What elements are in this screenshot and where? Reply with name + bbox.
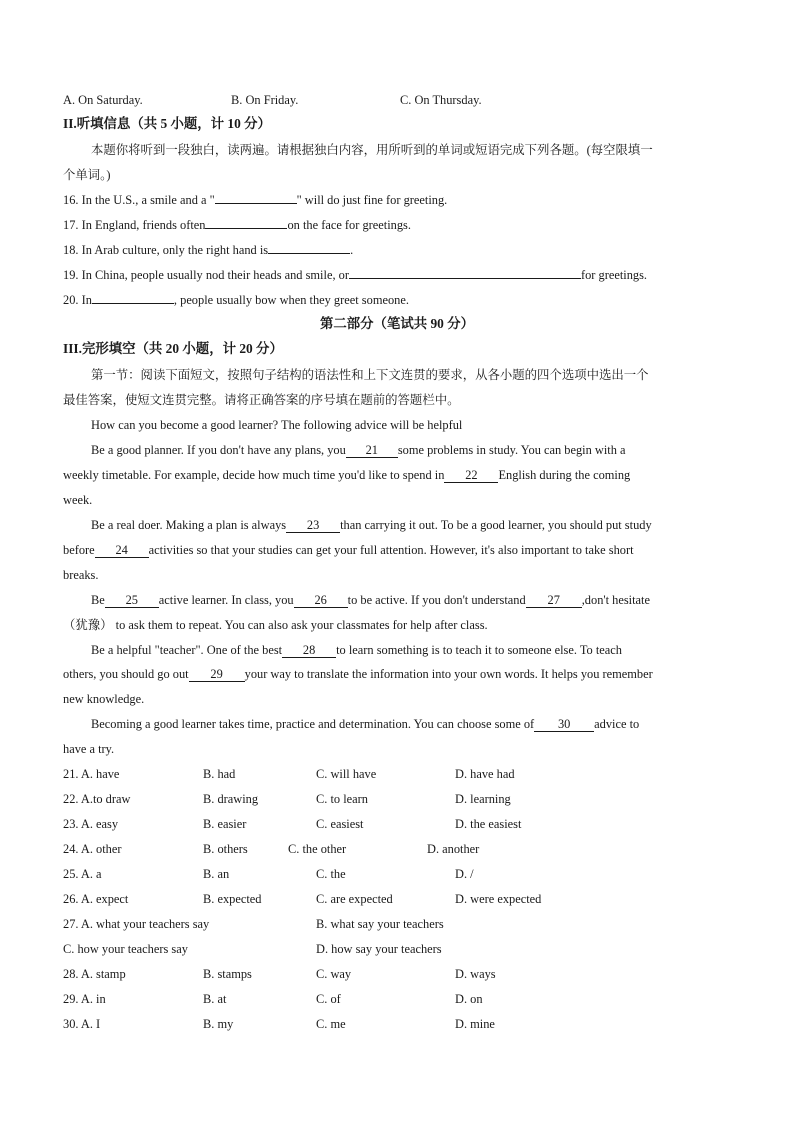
q16-text-pre: 16. In the U.S., a smile and a " (63, 193, 215, 207)
q21-option-b[interactable]: B. had (203, 767, 236, 781)
q26-option-b[interactable]: B. expected (203, 892, 262, 906)
q22-option-c[interactable]: C. to learn (316, 792, 368, 806)
q24-option-c[interactable]: C. the other (288, 842, 347, 856)
fill-question-20 (63, 292, 409, 308)
q24-option-b[interactable]: B. others (203, 842, 248, 856)
section2-title: II.听填信息（共 5 小题，计 10 分） (63, 116, 271, 131)
cloze-blank-23[interactable]: 23 (286, 519, 340, 533)
q24-option-a[interactable]: 24. A. other (63, 842, 122, 856)
cloze-blank-27[interactable]: 27 (526, 594, 582, 608)
passage-text: weekly timetable. For example, decide how much time you'd like to spend in (63, 468, 445, 482)
passage-line (91, 442, 626, 458)
q28-option-d[interactable]: D. ways (455, 967, 496, 981)
answer-blank-20[interactable] (92, 303, 174, 304)
q15-option-b: B. On Friday. (231, 93, 299, 107)
q15-option-c: C. On Thursday. (400, 93, 482, 107)
passage-text: than carrying it out. To be a good learner, you should put study (340, 518, 652, 532)
q24-option-d[interactable]: D. another (427, 842, 480, 856)
q21-option-d[interactable]: D. have had (455, 767, 515, 781)
section3-title: III.完形填空（共 20 小题，计 20 分） (63, 341, 283, 356)
passage-line (91, 517, 652, 533)
passage-line (63, 467, 630, 483)
passage-text: Be a helpful "teacher". One of the best (91, 643, 283, 657)
passage-text: to be active. If you don't understand (347, 593, 526, 607)
q26-option-d[interactable]: D. were expected (455, 892, 542, 906)
passage-text: English during the coming (498, 468, 631, 482)
passage-text: activities so that your studies can get your full attention. However, it's also important to take short (148, 543, 634, 557)
q30-option-b[interactable]: B. my (203, 1017, 234, 1031)
passage-text: some problems in study. You can begin with a (397, 443, 626, 457)
q19-text-post: for greetings. (580, 268, 648, 282)
q25-option-a[interactable]: 25. A. a (63, 867, 102, 881)
q27-option-b[interactable]: B. what say your teachers (316, 917, 444, 931)
answer-blank-18[interactable] (268, 253, 350, 254)
q15-option-a: A. On Saturday. (63, 93, 143, 107)
fill-question-17 (63, 217, 411, 233)
passage-line (91, 592, 650, 608)
q25-option-d[interactable]: D. / (455, 867, 474, 881)
passage-line: （犹豫） to ask them to repeat. You can also ask your classmates for help after class. (63, 618, 488, 632)
q30-option-d[interactable]: D. mine (455, 1017, 495, 1031)
q20-text-pre: 20. In (63, 293, 92, 307)
q29-option-c[interactable]: C. of (316, 992, 341, 1006)
passage-line (63, 542, 634, 558)
cloze-blank-26[interactable]: 26 (294, 594, 348, 608)
passage-line: week. (63, 493, 93, 507)
cloze-blank-28[interactable]: 28 (282, 644, 336, 658)
q27-option-a[interactable]: 27. A. what your teachers say (63, 917, 210, 931)
q22-option-a[interactable]: 22. A.to draw (63, 792, 131, 806)
q18-text-pre: 18. In Arab culture, only the right hand is (63, 243, 269, 257)
cloze-blank-25[interactable]: 25 (105, 594, 159, 608)
q16-text-post: " will do just fine for greeting. (296, 193, 448, 207)
passage-line (63, 666, 653, 682)
part2-title: 第二部分（笔试共 90 分） (320, 316, 474, 331)
passage-text: Be (91, 593, 105, 607)
q19-text-pre: 19. In China, people usually nod their heads and smile, or (63, 268, 349, 282)
q26-option-a[interactable]: 26. A. expect (63, 892, 129, 906)
section2-instructions-line1: 本题你将听到一段独白，读两遍。请根据独白内容，用所听到的单词或短语完成下列各题。(每空限填一 (91, 143, 653, 157)
q25-option-c[interactable]: C. the (316, 867, 346, 881)
q29-option-a[interactable]: 29. A. in (63, 992, 106, 1006)
fill-question-18 (63, 242, 353, 258)
passage-text: to learn something is to teach it to someone else. To teach (336, 643, 622, 657)
section2-instructions-line2: 个单词。) (63, 168, 111, 182)
passage-text: before (63, 543, 95, 557)
passage-line (91, 716, 639, 732)
section3-instructions-line1: 第一节：阅读下面短文，按照句子结构的语法性和上下文连贯的要求，从各小题的四个选项中选出一个 (91, 368, 649, 382)
passage-text: Be a real doer. Making a plan is always (91, 518, 287, 532)
q30-option-c[interactable]: C. me (316, 1017, 346, 1031)
q18-text-post: . (350, 243, 354, 257)
q21-option-c[interactable]: C. will have (316, 767, 377, 781)
passage-text: advice to (594, 717, 640, 731)
cloze-blank-21[interactable]: 21 (346, 444, 398, 458)
q30-option-a[interactable]: 30. A. I (63, 1017, 101, 1031)
q28-option-c[interactable]: C. way (316, 967, 352, 981)
passage-line: breaks. (63, 568, 99, 582)
q25-option-b[interactable]: B. an (203, 867, 230, 881)
q22-option-d[interactable]: D. learning (455, 792, 511, 806)
passage-text: active learner. In class, you (158, 593, 294, 607)
passage-text: others, you should go out (63, 667, 189, 681)
cloze-blank-29[interactable]: 29 (189, 668, 245, 682)
passage-title: How can you become a good learner? The following advice will be helpful (91, 418, 463, 432)
q23-option-a[interactable]: 23. A. easy (63, 817, 119, 831)
q21-option-a[interactable]: 21. A. have (63, 767, 120, 781)
cloze-blank-22[interactable]: 22 (444, 469, 498, 483)
cloze-blank-30[interactable]: 30 (534, 718, 594, 732)
answer-blank-17[interactable] (205, 228, 287, 229)
passage-text: ,don't hesitate (581, 593, 651, 607)
q28-option-b[interactable]: B. stamps (203, 967, 252, 981)
q20-text-post: , people usually bow when they greet someone. (173, 293, 409, 307)
cloze-blank-24[interactable]: 24 (95, 544, 149, 558)
q23-option-c[interactable]: C. easiest (316, 817, 364, 831)
q17-text-post: on the face for greetings. (287, 218, 411, 232)
passage-text: your way to translate the information into your own words. It helps you remember (244, 667, 653, 681)
q29-option-b[interactable]: B. at (203, 992, 227, 1006)
answer-blank-19[interactable] (349, 278, 581, 279)
q28-option-a[interactable]: 28. A. stamp (63, 967, 126, 981)
answer-blank-16[interactable] (215, 203, 297, 204)
q26-option-c[interactable]: C. are expected (316, 892, 393, 906)
passage-text: Be a good planner. If you don't have any plans, you (91, 443, 346, 457)
fill-question-16 (63, 192, 447, 208)
q27-option-c[interactable]: C. how your teachers say (63, 942, 188, 956)
q27-option-d[interactable]: D. how say your teachers (316, 942, 442, 956)
section3-instructions-line2: 最佳答案，使短文连贯完整。请将正确答案的序号填在题前的答题栏中。 (63, 393, 460, 407)
fill-question-19 (63, 267, 647, 283)
q23-option-b[interactable]: B. easier (203, 817, 247, 831)
passage-line: new knowledge. (63, 692, 145, 706)
passage-text: Becoming a good learner takes time, practice and determination. You can choose some of (91, 717, 535, 731)
q22-option-b[interactable]: B. drawing (203, 792, 259, 806)
passage-line: have a try. (63, 742, 115, 756)
q17-text-pre: 17. In England, friends often (63, 218, 206, 232)
q23-option-d[interactable]: D. the easiest (455, 817, 522, 831)
passage-line (91, 642, 622, 658)
q29-option-d[interactable]: D. on (455, 992, 483, 1006)
